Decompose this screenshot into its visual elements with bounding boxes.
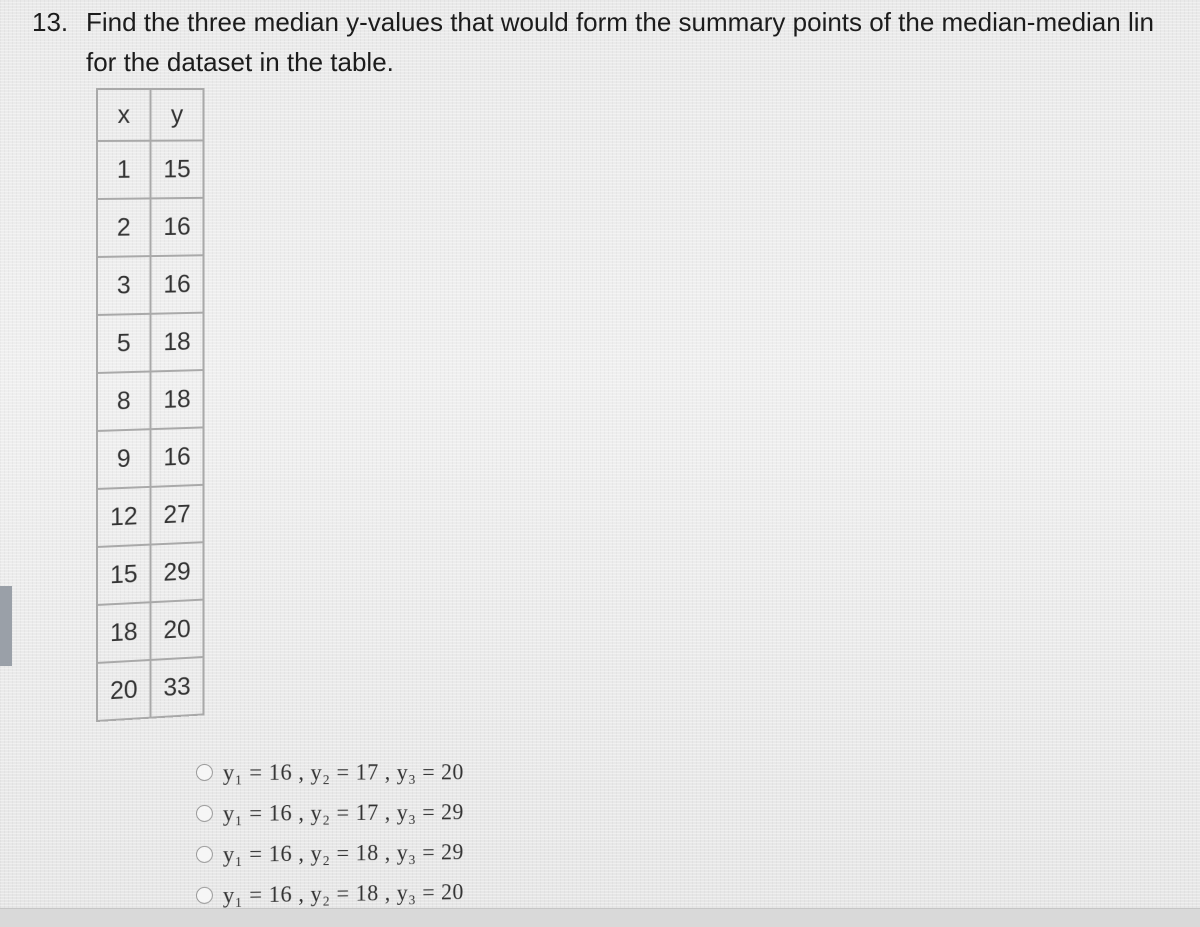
cell-x: 9 <box>97 429 151 489</box>
cell-y: 16 <box>151 255 204 314</box>
cell-x: 5 <box>97 314 151 373</box>
choice-label: y₁ = 16 , y₂ = 17 , y₃ = 29 <box>222 799 464 826</box>
cell-y: 33 <box>151 657 204 718</box>
radio-button[interactable] <box>196 887 213 904</box>
cell-x: 12 <box>97 487 151 547</box>
choice-c[interactable] <box>196 832 464 875</box>
answer-choices <box>196 752 464 916</box>
table-row <box>97 140 203 199</box>
header-x: x <box>97 89 151 141</box>
cell-x: 3 <box>97 256 151 315</box>
question-line-2: for the dataset in the table. <box>86 47 394 77</box>
table-row <box>97 198 203 257</box>
table-row <box>97 657 203 721</box>
table-row <box>97 542 203 605</box>
question-text <box>32 2 1200 82</box>
cell-y: 15 <box>151 140 204 198</box>
choice-label: y₁ = 16 , y₂ = 17 , y₃ = 20 <box>222 759 464 785</box>
cell-y: 18 <box>151 370 204 429</box>
table-row <box>97 255 203 315</box>
choice-label: y₁ = 16 , y₂ = 18 , y₃ = 29 <box>222 839 464 867</box>
data-table <box>96 88 204 722</box>
table-header-row <box>97 89 203 141</box>
choice-a[interactable] <box>196 752 464 793</box>
question-line-1 <box>32 2 1200 42</box>
left-edge-strip <box>0 586 12 666</box>
cell-y: 20 <box>151 600 204 660</box>
question-number: 13. <box>32 7 69 37</box>
choice-label: y₁ = 16 , y₂ = 18 , y₃ = 20 <box>222 879 464 908</box>
cell-y: 27 <box>151 485 204 545</box>
bottom-bar <box>0 908 1200 927</box>
radio-button[interactable] <box>196 846 213 863</box>
table-row <box>97 313 203 373</box>
cell-y: 16 <box>151 198 204 256</box>
cell-x: 1 <box>97 141 151 199</box>
radio-button[interactable] <box>196 764 213 781</box>
cell-y: 18 <box>151 313 204 372</box>
table-row <box>97 485 203 547</box>
table-row <box>97 427 203 489</box>
cell-x: 20 <box>97 660 151 721</box>
table-row <box>97 600 203 663</box>
cell-x: 15 <box>97 545 151 605</box>
cell-y: 29 <box>151 542 204 602</box>
question-prompt: Find the three median y-values that would form the summary points of the median-median lin <box>86 7 1154 37</box>
header-y: y <box>151 89 204 141</box>
choice-b[interactable] <box>196 792 464 834</box>
cell-x: 8 <box>97 371 151 430</box>
table-row <box>97 370 203 431</box>
radio-button[interactable] <box>196 805 213 822</box>
cell-x: 2 <box>97 198 151 257</box>
cell-y: 16 <box>151 427 204 486</box>
cell-x: 18 <box>97 602 151 663</box>
